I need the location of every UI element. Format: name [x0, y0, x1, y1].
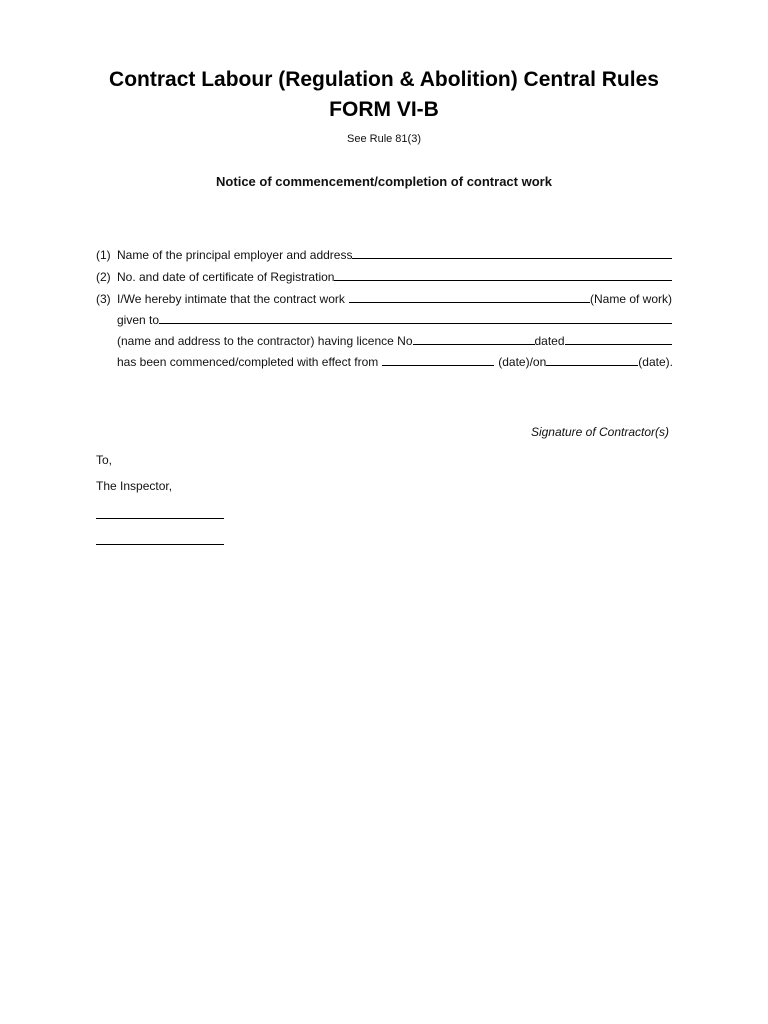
- employer-address-field[interactable]: [352, 245, 672, 259]
- form-title: Contract Labour (Regulation & Abolition) Central Rules: [109, 68, 659, 91]
- name-of-work-label: (Name of work): [589, 292, 672, 306]
- item-3-effect-row: [96, 352, 672, 370]
- licence-number-field[interactable]: [413, 331, 535, 345]
- item-2-row: [96, 267, 672, 285]
- form-number: FORM VI-B: [329, 98, 439, 121]
- inspector-label: The Inspector,: [96, 479, 173, 493]
- item-2-number: (2): [96, 270, 111, 284]
- item-3-given-to-row: [96, 310, 672, 328]
- inspector-address-line-2[interactable]: [96, 544, 224, 545]
- commenced-label: has been commenced/completed with effect from: [117, 355, 379, 369]
- given-to-label: given to: [117, 313, 160, 327]
- licence-label: (name and address to the contractor) having licence No: [117, 334, 413, 348]
- notice-heading: Notice of commencement/completion of contract work: [216, 174, 552, 189]
- effect-date-field[interactable]: [382, 352, 494, 366]
- item-3-number: (3): [96, 292, 111, 306]
- contractor-signature-label: Signature of Contractor(s): [530, 425, 669, 439]
- completion-date-field[interactable]: [546, 352, 638, 366]
- registration-certificate-field[interactable]: [334, 267, 672, 281]
- item-1-label: Name of the principal employer and address: [117, 248, 353, 262]
- item-3-row: [96, 289, 672, 307]
- date-on-label: (date)/on: [498, 355, 547, 369]
- item-1-row: [96, 245, 672, 263]
- to-label: To,: [96, 453, 113, 467]
- item-2-label: No. and date of certificate of Registration: [117, 270, 335, 284]
- rule-reference: See Rule 81(3): [347, 133, 421, 145]
- item-1-number: (1): [96, 248, 111, 262]
- item-3-intimation-label: I/We hereby intimate that the contract work: [117, 292, 345, 306]
- name-of-work-field[interactable]: [349, 289, 590, 303]
- given-to-field[interactable]: [159, 310, 672, 324]
- inspector-address-line-1[interactable]: [96, 518, 224, 519]
- dated-label: dated: [534, 334, 565, 348]
- item-3-licence-row: [96, 331, 672, 349]
- licence-date-field[interactable]: [565, 331, 672, 345]
- date-end-label: (date).: [638, 355, 673, 369]
